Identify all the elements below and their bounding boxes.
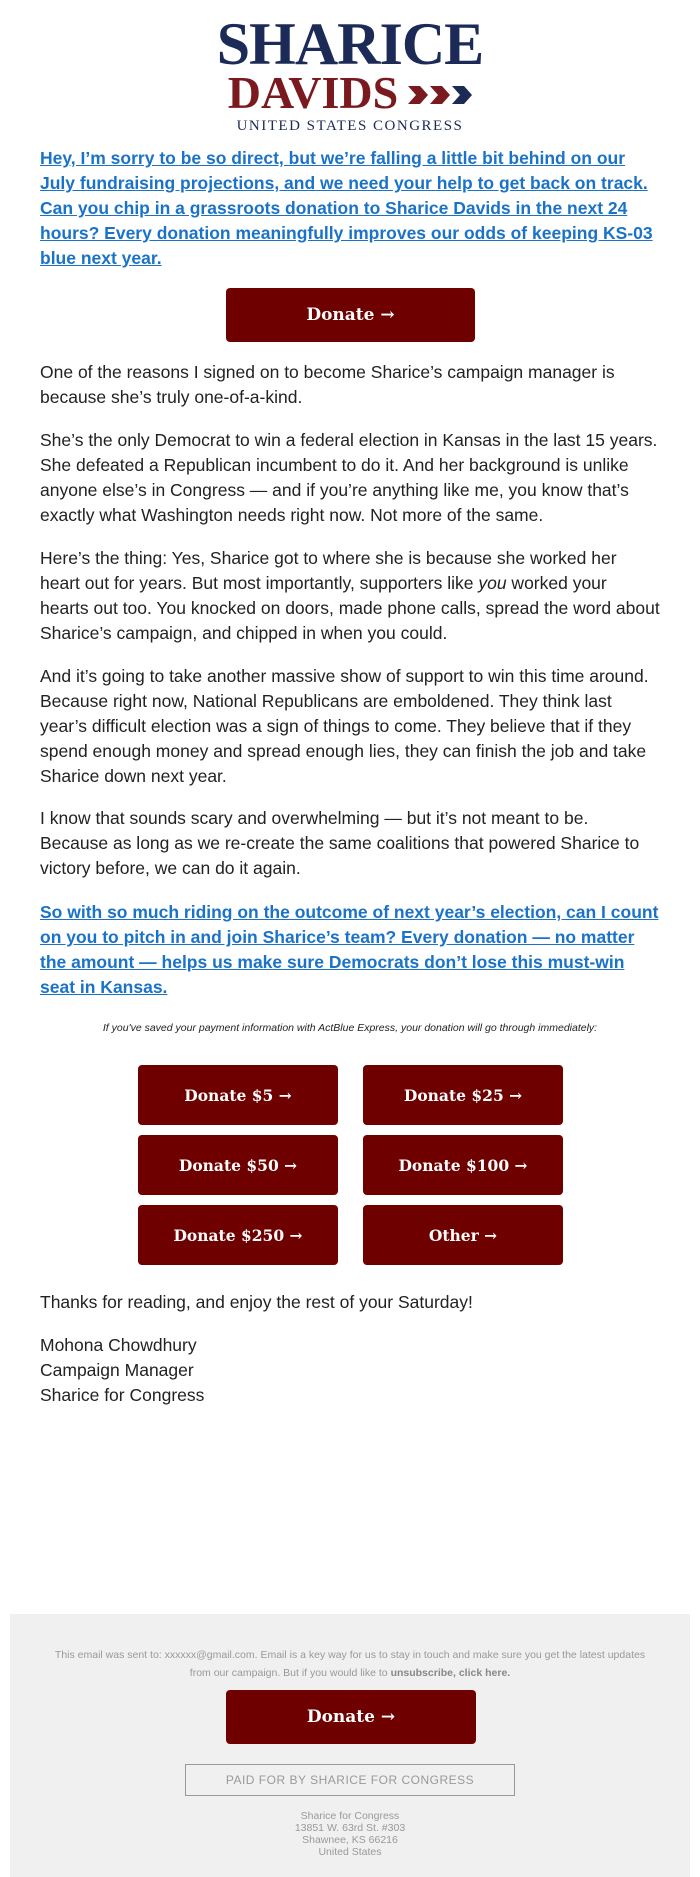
logo-name-first: SHARICE <box>216 11 484 77</box>
donate-25-button[interactable]: Donate $25 → <box>363 1065 563 1125</box>
email-footer <box>10 1614 690 1877</box>
signature-org: Sharice for Congress <box>40 1385 205 1405</box>
donate-5-button[interactable]: Donate $5 → <box>138 1065 338 1125</box>
donate-100-button[interactable]: Donate $100 → <box>363 1135 563 1195</box>
paragraph-3-emphasis: you <box>478 573 507 593</box>
paid-for-disclaimer: PAID FOR BY SHARICE FOR CONGRESS <box>185 1764 515 1796</box>
paragraph-3-start: Here’s the thing: Yes, Sharice got to where she is because she worked her heart out for years. But most importantly, supporters like <box>40 548 617 593</box>
paragraph-3 <box>40 546 660 646</box>
unsubscribe-link[interactable]: unsubscribe, click here. <box>390 1667 511 1679</box>
signature-block <box>40 1333 660 1408</box>
address-line: United States <box>318 1846 382 1858</box>
intro-donate-link[interactable]: Hey, I’m sorry to be so direct, but we’re falling a little bit behind on our July fundraising projections, and we need your help to get back on track. Can you chip in a grassroots donation to Sharice Davids in the next 24 hours? Every donation meaningfully improves our odds of keeping KS-03 blue next year. <box>40 148 653 268</box>
paragraph-4: And it’s going to take another massive show of support to win this time around. Because right now, National Republicans are emboldened. They think last year’s difficult election was a sign of things to come. They believe that if they spend enough money and spread enough lies, they can finish the job and take Sharice down next year. <box>40 666 649 786</box>
footer-disclaimer <box>50 1646 650 1682</box>
address-line: Sharice for Congress <box>300 1810 400 1822</box>
logo-name-last: DAVIDS <box>227 67 399 118</box>
paragraph-2: She’s the only Democrat to win a federal election in Kansas in the last 15 years. She defeated a Republican incumbent to do it. And her background is unlike anyone else’s in Congress — and if you’re anything like me, you know that’s exactly what Washington needs right now. Not more of the same. <box>40 430 658 525</box>
donate-other-button[interactable]: Other → <box>363 1205 563 1265</box>
address-line: 13851 W. 63rd St. #303 <box>294 1822 406 1834</box>
logo-name-last-row <box>227 67 472 118</box>
intro-section <box>40 146 660 271</box>
address-line: Shawnee, KS 66216 <box>302 1834 398 1846</box>
donate-250-button[interactable]: Donate $250 → <box>138 1205 338 1265</box>
footer-donate-button[interactable]: Donate → <box>226 1690 476 1744</box>
mailing-address <box>10 1810 690 1858</box>
ask-donate-link[interactable]: So with so much riding on the outcome of next year’s election, can I count on you to pitch in and join Sharice’s team? Every donation — no matter the amount — helps us make sure Democrats don’t lose this must-win seat in Kansas. <box>40 902 659 997</box>
closing-line: Thanks for reading, and enjoy the rest of your Saturday! <box>40 1292 473 1312</box>
chevrons-icon <box>408 86 472 104</box>
paragraph-1: One of the reasons I signed on to become Sharice’s campaign manager is because she’s truly one-of-a-kind. <box>40 362 615 407</box>
signature-name: Mohona Chowdhury <box>40 1335 197 1355</box>
ask-section <box>40 900 660 1000</box>
campaign-logo <box>0 11 700 135</box>
signature-title: Campaign Manager <box>40 1360 194 1380</box>
donate-button[interactable]: Donate → <box>226 288 475 342</box>
paragraph-5: I know that sounds scary and overwhelming — but it’s not meant to be. Because as long as we re-create the same coalitions that powered Sharice to victory before, we can do it again. <box>40 808 640 878</box>
donate-50-button[interactable]: Donate $50 → <box>138 1135 338 1195</box>
footer-disclaimer-text: This email was sent to: xxxxxx@gmail.com. Email is a key way for us to stay in touch and make sure you get the latest updates from our campaign. But if you would like to <box>54 1649 646 1679</box>
express-note: If you've saved your payment information with ActBlue Express, your donation will go through immediately: <box>102 1022 598 1034</box>
logo-subtitle: UNITED STATES CONGRESS <box>236 118 464 134</box>
paragraph-3-end: worked your hearts out too. You knocked on doors, made phone calls, spread the word about Sharice’s campaign, and chipped in when you could. <box>40 573 660 643</box>
